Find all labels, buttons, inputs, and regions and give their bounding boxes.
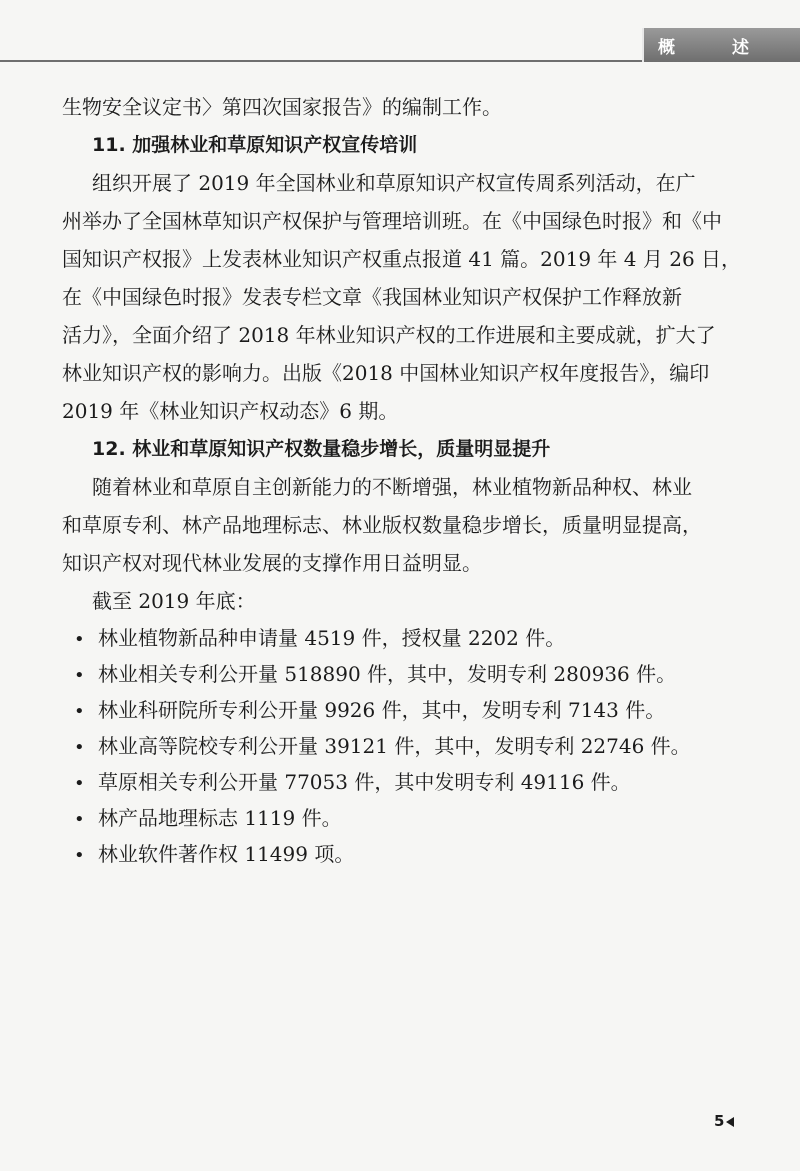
list-item-text: 林产品地理标志 1119 件。 — [98, 806, 342, 830]
paragraph-line: 州举办了全国林草知识产权保护与管理培训班。在《中国绿色时报》和《中 — [62, 209, 722, 233]
list-item — [62, 836, 682, 872]
paragraph-line: 活力》，全面介绍了 2018 年林业知识产权的工作进展和主要成就，扩大了 — [62, 323, 716, 347]
list-item-text: 林业高等院校专利公开量 39121 件，其中，发明专利 22746 件。 — [98, 734, 691, 758]
bullet-icon: • — [74, 845, 85, 866]
paragraph-line: 林业知识产权的影响力。出版《2018 中国林业知识产权年度报告》，编印 — [62, 361, 710, 385]
header-rule — [0, 60, 642, 62]
section-heading-11: 11. 加强林业和草原知识产权宣传培训 — [92, 134, 418, 156]
paragraph-line: 2019 年《林业知识产权动态》6 期。 — [62, 399, 399, 423]
section-tab: 概 述 — [642, 28, 800, 62]
section-heading-12: 12. 林业和草原知识产权数量稳步增长，质量明显提升 — [92, 438, 551, 460]
paragraph-11 — [62, 164, 742, 430]
stats-list — [62, 620, 691, 872]
bullet-icon: • — [74, 809, 85, 830]
paragraph-12 — [62, 468, 702, 582]
paragraph-line: 和草原专利、林产品地理标志、林业版权数量稳步增长，质量明显提高， — [62, 513, 702, 537]
continuation-line: 生物安全议定书〉第四次国家报告》的编制工作。 — [62, 95, 502, 119]
bullet-icon: • — [74, 629, 85, 650]
list-item — [62, 656, 682, 692]
list-item-text: 林业软件著作权 11499 项。 — [98, 842, 355, 866]
stats-intro: 截至 2019 年底： — [92, 589, 256, 613]
list-item — [62, 800, 682, 836]
page-number-text: 5 — [714, 1112, 725, 1130]
list-item-text: 林业科研院所专利公开量 9926 件，其中，发明专利 7143 件。 — [98, 698, 666, 722]
list-item — [62, 764, 682, 800]
paragraph-line: 组织开展了 2019 年全国林业和草原知识产权宣传周系列活动，在广 — [92, 171, 696, 195]
bullet-icon: • — [74, 773, 85, 794]
paragraph-line: 随着林业和草原自主创新能力的不断增强，林业植物新品种权、林业 — [92, 475, 692, 499]
paragraph-line: 在《中国绿色时报》发表专栏文章《我国林业知识产权保护工作释放新 — [62, 285, 682, 309]
list-item-text: 林业植物新品种申请量 4519 件，授权量 2202 件。 — [98, 626, 566, 650]
bullet-icon: • — [74, 701, 85, 722]
bullet-icon: • — [74, 737, 85, 758]
bullet-icon: • — [74, 665, 85, 686]
list-item-text: 林业相关专利公开量 518890 件，其中，发明专利 280936 件。 — [98, 662, 677, 686]
paragraph-line: 国知识产权报》上发表林业知识产权重点报道 41 篇。2019 年 4 月 26 日， — [62, 247, 742, 271]
list-item — [62, 692, 682, 728]
triangle-left-icon — [726, 1117, 734, 1127]
page-number — [714, 1112, 734, 1130]
list-item — [62, 620, 682, 656]
paragraph-line: 知识产权对现代林业发展的支撑作用日益明显。 — [62, 551, 482, 575]
page-content — [62, 88, 742, 872]
list-item-text: 草原相关专利公开量 77053 件，其中发明专利 49116 件。 — [98, 770, 631, 794]
list-item — [62, 728, 691, 764]
